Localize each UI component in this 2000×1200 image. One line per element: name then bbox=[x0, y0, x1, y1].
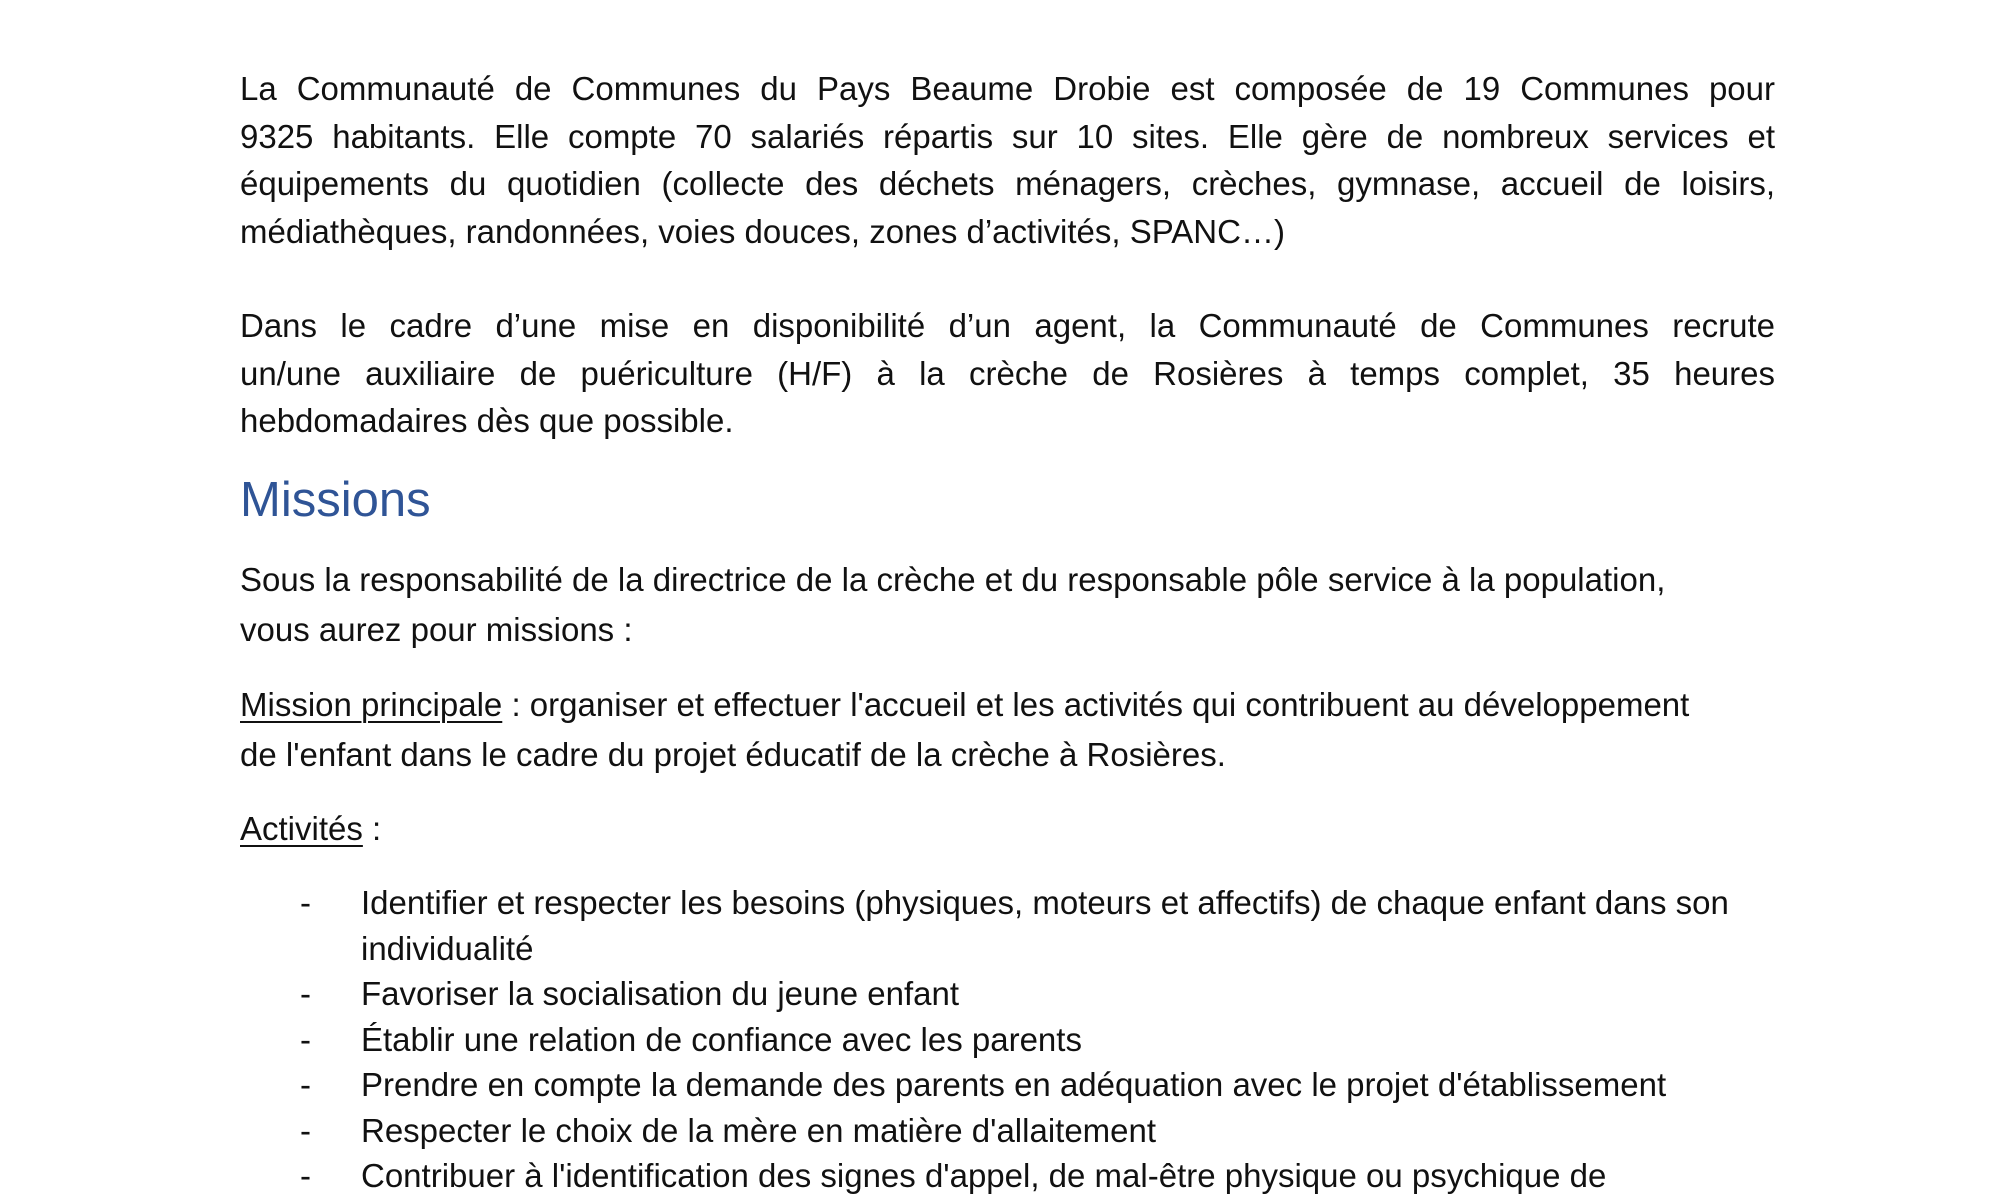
text-line: de l'enfant dans le cadre du projet éducatif de la crèche à Rosières. bbox=[240, 735, 1226, 773]
text-line: un/une auxiliaire de puériculture (H/F) à la crèche de Rosières à temps complet, 35 heures bbox=[240, 354, 1775, 392]
list-item-text: Prendre en compte la demande des parents en adéquation avec le projet d'établissement bbox=[361, 1066, 1667, 1103]
text-line: médiathèques, randonnées, voies douces, zones d’activités, SPANC…) bbox=[240, 212, 1285, 250]
intro-paragraph-2 bbox=[240, 302, 1775, 445]
list-item bbox=[240, 880, 1775, 971]
text-line: vous aurez pour missions : bbox=[240, 610, 633, 648]
text-line: Sous la responsabilité de la directrice de la crèche et du responsable pôle service à la population, bbox=[240, 561, 1666, 598]
list-item bbox=[240, 1153, 1775, 1199]
text-line: hebdomadaires dès que possible. bbox=[240, 402, 734, 439]
bullet-dash: - bbox=[300, 1066, 311, 1103]
list-item bbox=[240, 1017, 1775, 1063]
list-item-text: Contribuer à l'identification des signes d'appel, de mal-être physique ou psychique de bbox=[361, 1157, 1607, 1194]
bullet-dash: - bbox=[300, 975, 311, 1012]
list-item-text: Identifier et respecter les besoins (physiques, moteurs et affectifs) de chaque enfant dans son individualité bbox=[361, 884, 1729, 967]
bullet-dash: - bbox=[300, 1157, 311, 1194]
text-line bbox=[240, 680, 1775, 730]
list-item-text: Favoriser la socialisation du jeune enfant bbox=[361, 975, 960, 1012]
list-item bbox=[240, 1062, 1775, 1108]
intro-paragraph-1 bbox=[240, 65, 1775, 255]
list-item bbox=[240, 1108, 1775, 1154]
activites-list bbox=[240, 880, 1775, 1199]
bullet-dash: - bbox=[300, 1111, 311, 1149]
mission-principale-text: : organiser et effectuer l'accueil et les activités qui contribuent au développement bbox=[502, 686, 1690, 723]
bullet-dash: - bbox=[300, 1020, 311, 1058]
missions-heading: Missions bbox=[240, 473, 431, 527]
text-line: La Communauté de Communes du Pays Beaume Drobie est composée de 19 Communes pour bbox=[240, 70, 1775, 107]
activites-label-line bbox=[240, 805, 1775, 853]
text-line: équipements du quotidien (collecte des déchets ménagers, crèches, gymnase, accueil de loisirs, bbox=[240, 165, 1775, 202]
list-item bbox=[240, 971, 1775, 1017]
bullet-dash: - bbox=[300, 884, 311, 921]
missions-intro bbox=[240, 555, 1775, 654]
mission-principale-label: Mission principale bbox=[240, 686, 503, 723]
activites-suffix: : bbox=[362, 810, 382, 847]
text-line bbox=[240, 805, 1775, 853]
list-item-text: Établir une relation de confiance avec les parents bbox=[361, 1020, 1082, 1058]
text-line: 9325 habitants. Elle compte 70 salariés répartis sur 10 sites. Elle gère de nombreux services et bbox=[240, 117, 1775, 155]
activites-label: Activités bbox=[240, 810, 363, 847]
text-line: Dans le cadre d’une mise en disponibilité d’un agent, la Communauté de Communes recrute bbox=[240, 307, 1775, 344]
mission-principale bbox=[240, 680, 1775, 779]
list-item-text: Respecter le choix de la mère en matière d'allaitement bbox=[361, 1111, 1157, 1149]
